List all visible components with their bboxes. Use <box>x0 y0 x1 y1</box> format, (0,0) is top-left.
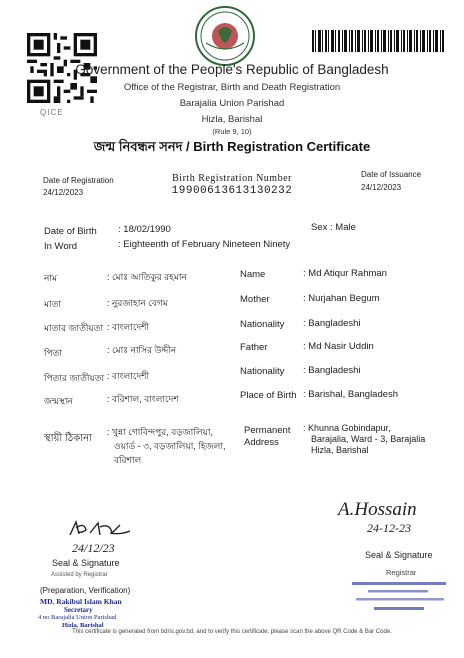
inword-colon: : <box>118 239 124 250</box>
inword-value: Eighteenth of February Nineteen Ninety <box>123 239 291 250</box>
birthplace-en-value: Barishal, Bangladesh <box>308 389 399 400</box>
name-bn-value: মোঃ আতিকুর রহমান <box>112 272 187 282</box>
dob-label: Date of Birth <box>44 226 97 237</box>
colon: : <box>107 427 113 437</box>
mother-en-value: Nurjahan Begum <box>308 293 380 304</box>
mother-nationality-bn-value: বাংলাদেশী <box>112 322 150 332</box>
mother-nationality-en-value: Bangladeshi <box>308 318 361 329</box>
address-en-label <box>244 425 290 449</box>
colon: : <box>303 318 309 329</box>
mother-bn-label: মাতা <box>44 299 61 309</box>
address-bn-label: স্থায়ী ঠিকানা <box>44 433 93 444</box>
left-signature-scribble <box>66 519 136 541</box>
certificate-title: জন্ম নিবন্ধন সনদ / Birth Registration Certificate <box>93 139 371 154</box>
father-en-value: Md Nasir Uddin <box>308 341 374 352</box>
colon: : <box>303 268 309 279</box>
left-seal-label: Seal & Signature <box>52 558 120 568</box>
father-nationality-en-label: Nationality <box>240 366 285 377</box>
footer-note: This certificate is generated from bdris.gov.bd, and to verify this certificate, please scan the above QR Code & Bar Code. <box>72 629 392 635</box>
address-bn-value <box>107 425 225 467</box>
colon: : <box>107 322 113 332</box>
registrar-stamp <box>352 580 448 616</box>
colon: : <box>107 345 113 355</box>
left-signature-date: 24/12/23 <box>72 541 115 555</box>
registration-date-value: 24/12/2023 <box>43 188 84 197</box>
assisted-by: Assisted by Registrar <box>51 572 108 578</box>
colon: : <box>107 394 113 404</box>
mother-en-label: Mother <box>240 294 270 305</box>
father-nationality-bn-label: পিতার জাতীয়তা <box>44 373 105 383</box>
dob-colon: : <box>118 224 124 235</box>
right-signature-date: 24-12-23 <box>367 521 411 535</box>
colon: : <box>303 389 309 400</box>
address-en-label-line2: Address <box>244 437 279 448</box>
mother-bn-value: নুরজাহান বেগম <box>112 298 168 308</box>
birthplace-en-label: Place of Birth <box>240 390 297 401</box>
registration-number: 19900613613130232 <box>171 185 293 197</box>
name-bn-label: নাম <box>44 273 57 283</box>
verification-note: (Preparation, Verification) <box>40 586 131 595</box>
address-en-line1: Khunna Gobindapur, <box>308 423 391 433</box>
mother-nationality-bn-label: মাতার জাতীয়তা <box>44 323 104 333</box>
address-bn-line3: বরিশাল <box>114 455 142 465</box>
secretary-place: Hizla, Barishal <box>62 622 104 629</box>
registration-date-label: Date of Registration <box>43 176 114 185</box>
inword-label: In Word <box>44 241 78 252</box>
registration-number-label: Birth Registration Number <box>172 173 292 184</box>
name-en-label: Name <box>240 269 266 280</box>
secretary-name: MD. Rakibul Islam Khan <box>40 597 122 606</box>
right-signature-name: A.Hossain <box>338 499 417 520</box>
mother-nationality-en-label: Nationality <box>240 319 285 330</box>
father-en-label: Father <box>240 342 268 353</box>
union-name: Barajalia Union Parishad <box>179 98 285 109</box>
address-en-line3: Hizla, Barishal <box>311 445 369 455</box>
location: Hizla, Barishal <box>201 114 263 125</box>
sex-label: Sex : Male <box>311 222 356 233</box>
address-en-value <box>303 423 425 456</box>
father-nationality-bn-value: বাংলাদেশী <box>112 371 150 381</box>
government-title: Government of the People's Republic of Bangladesh <box>75 62 389 77</box>
colon: : <box>107 371 113 381</box>
colon: : <box>303 293 309 304</box>
father-bn-label: পিতা <box>44 348 63 358</box>
right-seal-label: Seal & Signature <box>365 550 433 560</box>
secretary-role: Secretary <box>64 606 93 614</box>
dob-value: 18/02/1990 <box>123 224 171 235</box>
colon: : <box>107 298 113 308</box>
address-bn-line2: ওয়ার্ড - ৩, বড়জালিয়া, হিজলা, <box>114 441 226 451</box>
colon: : <box>107 272 113 282</box>
secretary-office: 4 no Barajalia Union Parishad <box>38 614 117 621</box>
qr-caption: QICE <box>40 108 64 117</box>
address-en-line2: Barajalia, Ward - 3, Barajalia <box>311 434 426 444</box>
colon: : <box>303 341 309 352</box>
issuance-date-value: 24/12/2023 <box>361 183 402 192</box>
colon: : <box>303 423 309 433</box>
registrar-label: Registrar <box>386 568 417 577</box>
birthplace-bn-value: বরিশাল, বাংলাদেশ <box>112 394 179 404</box>
barcode <box>312 30 444 52</box>
address-bn-line1: খুন্না গোবিন্দপুর, বড়জালিয়া, <box>112 427 213 437</box>
father-bn-value: মোঃ নাসির উদ্দীন <box>112 345 177 355</box>
birthplace-bn-label: জন্মস্থান <box>44 396 73 406</box>
name-en-value: Md Atiqur Rahman <box>308 268 387 279</box>
colon: : <box>303 365 309 376</box>
address-en-label-line1: Permanent <box>244 425 291 436</box>
rule-note: (Rule 9, 10) <box>212 127 252 136</box>
father-nationality-en-value: Bangladeshi <box>308 365 361 376</box>
office-title: Office of the Registrar, Birth and Death Registration <box>123 82 341 93</box>
issuance-date-label: Date of Issuance <box>361 170 422 179</box>
government-seal-emblem <box>194 5 256 67</box>
